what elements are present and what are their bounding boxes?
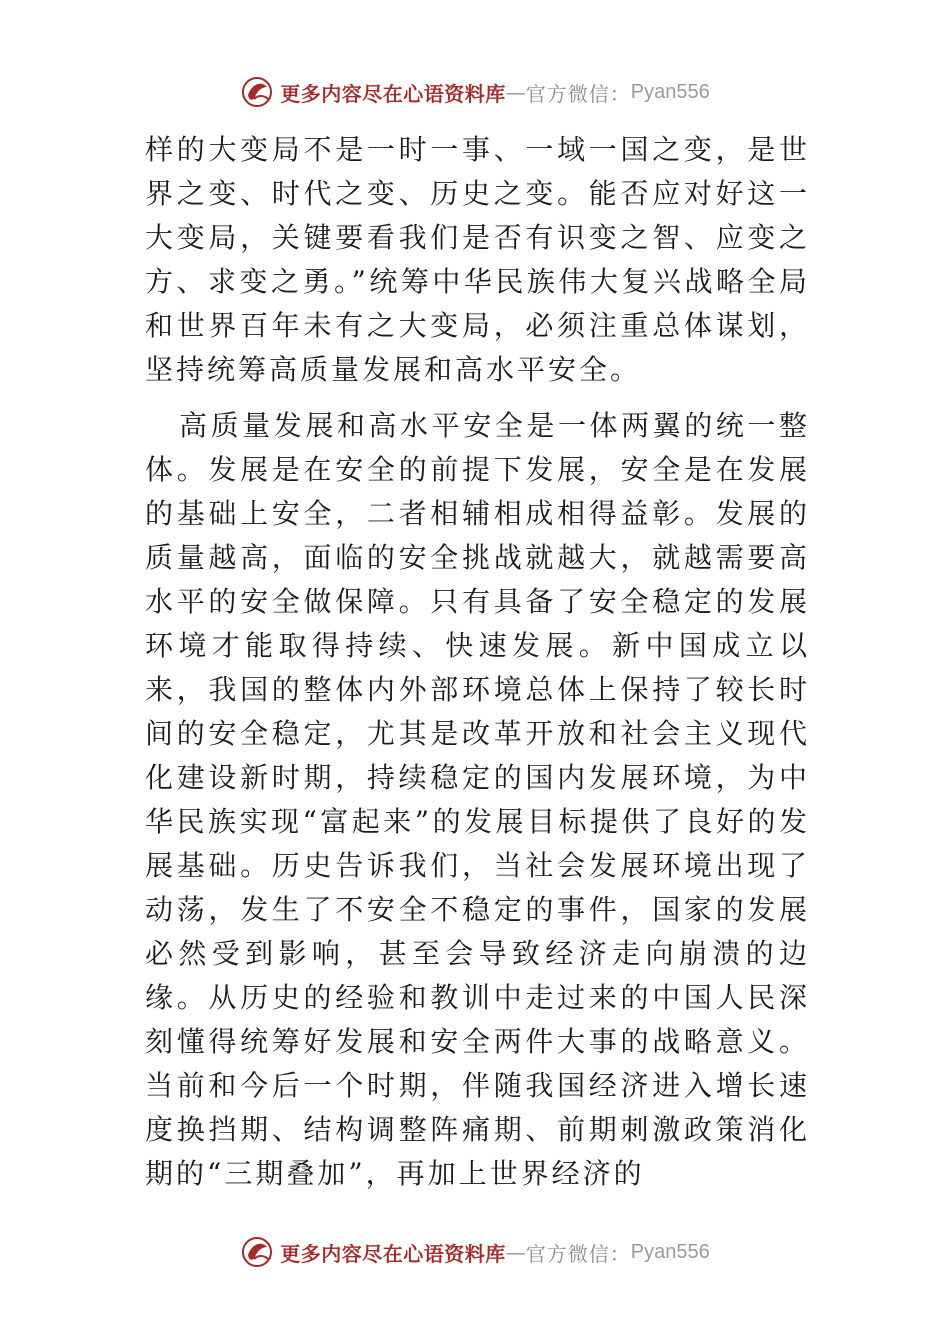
footer-wechat-account: Pyan556	[630, 1240, 710, 1263]
seal-logo-icon	[240, 75, 274, 109]
header-wechat-account: Pyan556	[630, 80, 710, 103]
footer-library-name: 更多内容尽在心语资料库	[280, 1241, 506, 1266]
seal-logo-icon	[240, 1235, 274, 1269]
header-banner	[0, 70, 950, 114]
header-separator: —	[505, 80, 526, 104]
footer-banner	[0, 1230, 950, 1274]
header-wechat-label: 官方微信：	[525, 81, 631, 106]
footer-wechat-label: 官方微信：	[525, 1241, 631, 1266]
document-body	[145, 128, 810, 1196]
paragraph-2: 高质量发展和高水平安全是一体两翼的统一整体。发展是在安全的前提下发展，安全是在发展的基础上安全，二者相辅相成相得益彰。发展的质量越高，面临的安全挑战就越大，就越需要高水平的安全做保障。只有具备了安全稳定的发展环境才能取得持续、快速发展。新中国成立以来，我国的整体内外部环境总体上保持了较长时间的安全稳定，尤其是改革开放和社会主义现代化建设新时期，持续稳定的国内发展环境，为中华民族实现“富起来”的发展目标提供了良好的发展基础。历史告诉我们，当社会发展环境出现了动荡，发生了不安全不稳定的事件，国家的发展必然受到影响，甚至会导致经济走向崩溃的边缘。从历史的经验和教训中走过来的中国人民深刻懂得统筹好发展和安全两件大事的战略意义。当前和今后一个时期，伴随我国经济进入增长速度换挡期、结构调整阵痛期、前期刺激政策消化期的“三期叠加”，再加上世界经济的	[145, 409, 810, 1190]
paragraph-1: 样的大变局不是一时一事、一域一国之变，是世界之变、时代之变、历史之变。能否应对好这一大变局，关键要看我们是否有识变之智、应变之方、求变之勇。”统筹中华民族伟大复兴战略全局和世界百年未有之大变局，必须注重总体谋划，坚持统筹高质量发展和高水平安全。	[145, 133, 810, 386]
header-library-name: 更多内容尽在心语资料库	[280, 81, 506, 106]
footer-separator: —	[505, 1240, 526, 1264]
